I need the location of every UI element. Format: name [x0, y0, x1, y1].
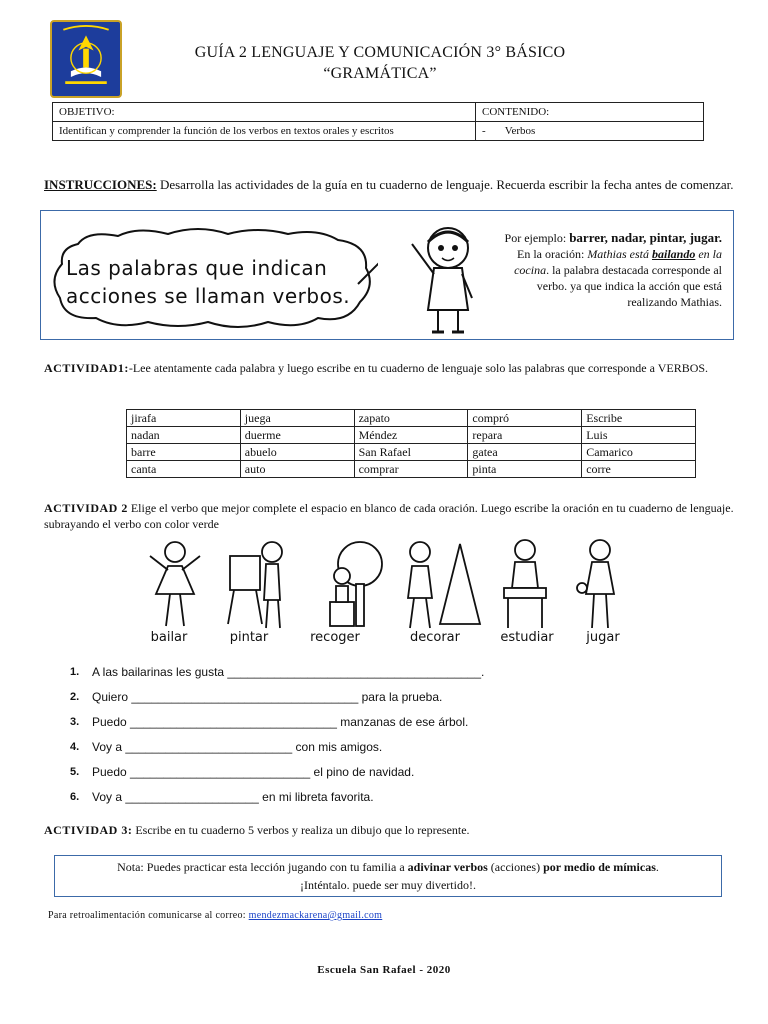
sentence-number: 6.	[70, 791, 80, 803]
girl-playing-ball-icon	[577, 540, 614, 628]
activity1-instructions	[44, 360, 734, 376]
cloud-line-1: Las palabras que indican	[66, 256, 328, 280]
activity3-instructions	[44, 822, 734, 838]
activity1-text: -Lee atentamente cada palabra y luego escribe en tu cuaderno de lenguaje solo las palabras que corresponde a VERBOS.	[128, 361, 709, 375]
content-header: CONTENIDO:	[476, 103, 704, 122]
verb-label-bailar: bailar	[150, 630, 188, 645]
instructions-text: Desarrolla las actividades de la guía en tu cuaderno de lenguaje. Recuerda escribir la fecha antes de comenzar.	[156, 177, 734, 192]
table-cell: jirafa	[127, 410, 241, 427]
apple-picker-icon	[330, 542, 382, 626]
verb-label-pintar: pintar	[229, 630, 269, 645]
sentence-text: Puedo _______________________________ manzanas de ese árbol.	[92, 715, 469, 729]
sentence-list	[48, 660, 732, 810]
table-row	[127, 427, 696, 444]
word-table	[126, 409, 696, 478]
email-link[interactable]: mendezmackarena@gmail.com	[248, 910, 383, 921]
contact-line	[48, 910, 382, 921]
school-crest-icon	[52, 22, 120, 96]
girl-pointing-icon	[398, 218, 498, 338]
note-bold-1: adivinar verbos	[407, 860, 488, 874]
cloud-line-2: acciones se llaman verbos.	[66, 284, 351, 308]
ballerina-icon	[150, 542, 200, 626]
verb-label-estudiar: estudiar	[500, 630, 554, 645]
table-cell: compró	[468, 410, 582, 427]
activity1-label: ACTIVIDAD1:	[44, 361, 129, 375]
sentence-text: Voy a _________________________ con mis amigos.	[92, 740, 383, 754]
title-line-2: “GRAMÁTICA”	[323, 65, 437, 82]
cloud-text	[66, 254, 366, 310]
sentence-number: 5.	[70, 766, 80, 778]
table-row	[127, 461, 696, 478]
objective-text: Identifican y comprender la función de los verbos en textos orales y escritos	[53, 122, 476, 141]
sentence-number: 2.	[70, 691, 80, 703]
table-cell: auto	[240, 461, 354, 478]
example-words: barrer, nadar, pintar, jugar.	[569, 230, 722, 245]
sentence-verb: bailando	[651, 247, 696, 261]
verb-label-jugar: jugar	[586, 630, 620, 645]
table-cell: zapato	[354, 410, 468, 427]
verb-label-recoger: recoger	[310, 630, 360, 645]
student-icon	[504, 540, 546, 628]
activity2-label: ACTIVIDAD 2	[44, 501, 128, 515]
content-text: - Verbos	[476, 122, 704, 141]
note-middle: (acciones)	[487, 860, 544, 874]
sentence-text: Quiero __________________________________ para la prueba.	[92, 690, 443, 704]
table-cell: juega	[240, 410, 354, 427]
verb-label-decorar: decorar	[409, 630, 460, 645]
sentence-part1: Mathias está	[587, 247, 652, 261]
objective-header: OBJETIVO:	[53, 103, 476, 122]
sentence-example	[500, 246, 722, 310]
table-cell: barre	[127, 444, 241, 461]
table-cell: gatea	[468, 444, 582, 461]
note-box	[54, 855, 722, 897]
table-cell: duerme	[240, 427, 354, 444]
contact-text: Para retroalimentación comunicarse al correo:	[48, 910, 249, 921]
table-row	[127, 444, 696, 461]
table-cell: pinta	[468, 461, 582, 478]
example-prefix: Por ejemplo:	[504, 231, 570, 245]
note-line-1	[55, 858, 721, 876]
table-cell: canta	[127, 461, 241, 478]
table-row	[127, 410, 696, 427]
note-suffix: .	[655, 860, 659, 874]
table-cell: Méndez	[354, 427, 468, 444]
objective-table	[52, 102, 704, 141]
sentence-number: 4.	[70, 741, 80, 753]
sentence-text: Puedo ___________________________ el pino de navidad.	[92, 765, 415, 779]
table-cell: comprar	[354, 461, 468, 478]
list-item	[70, 710, 732, 735]
note-bold-2: por medio de mímicas	[543, 860, 656, 874]
tree-decorator-icon	[408, 542, 480, 628]
activity3-label: ACTIVIDAD 3:	[44, 823, 133, 837]
example-text	[500, 230, 722, 310]
sentence-prefix: En la oración:	[517, 247, 588, 261]
table-cell: corre	[582, 461, 696, 478]
note-prefix: Nota: Puedes practicar esta lección jugando con tu familia a	[117, 860, 408, 874]
instructions-label: INSTRUCCIONES:	[44, 177, 157, 192]
table-cell: nadan	[127, 427, 241, 444]
activity2-text: Elige el verbo que mejor complete el espacio en blanco de cada oración. Luego escribe la oración en tu cuaderno de lenguaje. subrayando el verbo con color verde	[44, 501, 734, 531]
example-line	[500, 230, 722, 246]
instructions	[44, 176, 734, 194]
page-title	[120, 42, 640, 84]
list-item	[70, 685, 732, 710]
sentence-text: Voy a ____________________ en mi libreta favorita.	[92, 790, 374, 804]
note-line-2: ¡Inténtalo. puede ser muy divertido!.	[300, 878, 476, 892]
table-cell: Escribe	[582, 410, 696, 427]
table-cell: repara	[468, 427, 582, 444]
table-cell: San Rafael	[354, 444, 468, 461]
list-item	[70, 760, 732, 785]
table-cell: Camarico	[582, 444, 696, 461]
title-line-1: GUÍA 2 LENGUAJE Y COMUNICACIÓN 3° BÁSICO	[194, 44, 566, 61]
list-item	[70, 785, 732, 810]
activity3-text: Escribe en tu cuaderno 5 verbos y realiza un dibujo que lo represente.	[132, 823, 470, 837]
list-item	[70, 660, 732, 685]
table-cell: Luis	[582, 427, 696, 444]
painter-icon	[228, 542, 282, 628]
footer-text: Escuela San Rafael - 2020	[317, 964, 451, 976]
school-logo	[50, 20, 122, 98]
sentence-rest: . la palabra destacada corresponde al verbo. ya que indica la acción que está realizando Mathias.	[536, 263, 722, 309]
activity2-instructions	[44, 500, 734, 532]
sentence-number: 3.	[70, 716, 80, 728]
table-cell: abuelo	[240, 444, 354, 461]
sentence-text: A las bailarinas les gusta ______________________________________.	[92, 665, 485, 679]
sentence-part2: en la cocina	[514, 247, 722, 277]
sentence-number: 1.	[70, 666, 80, 678]
list-item	[70, 735, 732, 760]
